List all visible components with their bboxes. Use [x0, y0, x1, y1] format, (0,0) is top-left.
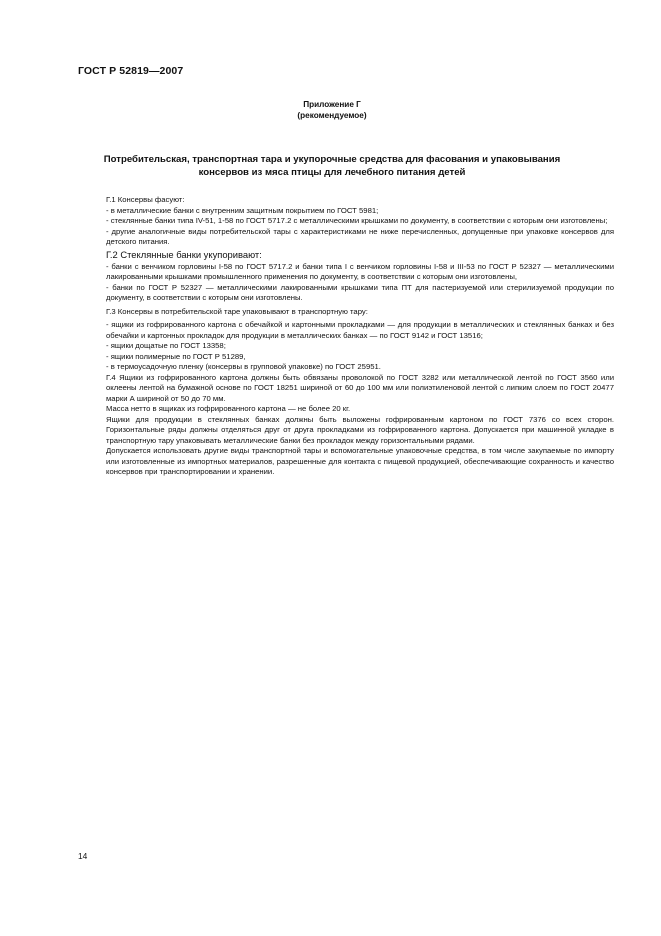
list-item: - стеклянные банки типа IV-51, 1-58 по ГОСТ 5717.2 с металлическими крышками по документу, в соответствии с которым они изготовлены; — [106, 216, 608, 225]
clause-g2: Г.2 Стеклянные банки укупоривают: — [106, 248, 262, 260]
clause-g1: Г.1 Консервы фасуют: — [106, 195, 185, 204]
annex-heading — [78, 99, 586, 121]
annex-status: (рекомендуемое) — [297, 111, 367, 120]
annex-title-line-1: Потребительская, транспортная тара и укупорочные средства для фасования и упаковывания — [103, 154, 561, 165]
clause-g3: Г.3 Консервы в потребительской таре упаковывают в транспортную тару: — [106, 306, 368, 316]
paragraph: Допускается использовать другие виды транспортной тары и вспомогательные упаковочные средства, в том числе закупаемые по импорту или изготовленные из импортных материалов, разрешенные для контакта с пищевой продукцией, обеспечивающие сохранность и качество консервов при транспортировании и хранении. — [106, 446, 614, 476]
body-text — [106, 195, 614, 478]
list-item: - другие аналогичные виды потребительской тары с характеристиками не ниже перечисленных, допущенные при упаковке консервов для детского питания. — [106, 226, 614, 246]
page-number: 14 — [78, 851, 88, 861]
clause-g4: Г.4 Ящики из гофрированного картона должны быть обвязаны проволокой по ГОСТ 3282 или металлической лентой по ГОСТ 3560 или оклеены лентой на бумажной основе по ГОСТ 18251 шириной от 60 до 100 мм или полиэтиленовой лентой с липким слоем по ГОСТ 20477 марки А шириной от 50 до 70 мм. — [106, 372, 614, 403]
list-item: - в термоусадочную пленку (консервы в групповой упаковке) по ГОСТ 25951. — [106, 362, 381, 371]
list-item: - в металлические банки с внутренним защитным покрытием по ГОСТ 5981; — [106, 205, 379, 215]
list-item: - банки с венчиком горловины I-58 по ГОСТ 5717.2 и банки типа I с венчиком горловины I-58 и III-53 по ГОСТ Р 52327 — металлическими лакированными крышками промышленного применения по документу, в соответствии с которым они изготовлены, — [106, 261, 614, 281]
standard-code: ГОСТ Р 52819—2007 — [78, 65, 184, 77]
annex-title — [78, 154, 586, 179]
paragraph: Масса нетто в ящиках из гофрированного картона — не более 20 кг. — [106, 404, 351, 413]
paragraph: Ящики для продукции в стеклянных банках должны быть выложены гофрированным картоном по ГОСТ 7376 со всех сторон. Горизонтальные ряды должны отделяться друг от друга прокладками из гофрированного картона. Допускается при машинной укладке в транспортную тару упаковывать металлические банки без прокладок между горизонтальными рядами. — [106, 414, 614, 445]
annex-label: Приложение Г — [303, 100, 361, 109]
list-item: - ящики из гофрированного картона с обечайкой и картонными прокладками — для продукции в металлических и стеклянных банках и без обечайки и картонных прокладок для продукции в металлических банках — по ГОСТ 9142 и ГОСТ 13516; — [106, 320, 614, 340]
list-item: - банки по ГОСТ Р 52327 — металлическими лакированными крышками типа ПТ для пастеризуемой или стерилизуемой продукции по документу, в соответствии с которым они изготовлены. — [106, 282, 614, 302]
annex-title-line-2: консервов из мяса птицы для лечебного питания детей — [198, 166, 466, 178]
list-item: - ящики полимерные по ГОСТ Р 51289, — [106, 351, 246, 361]
list-item: - ящики дощатые по ГОСТ 13358; — [106, 341, 226, 350]
